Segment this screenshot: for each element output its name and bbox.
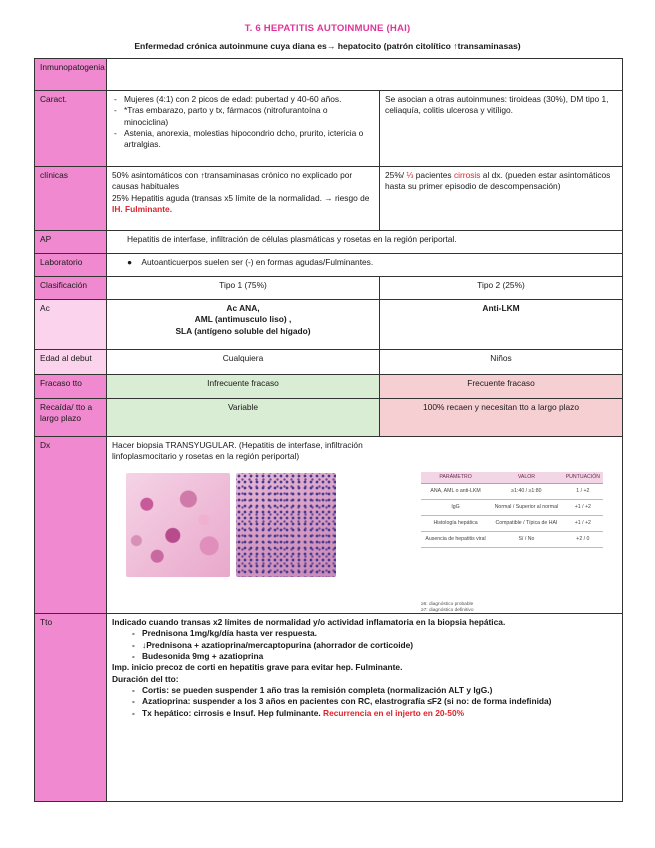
histology-image-interface-hepatitis [236, 473, 336, 577]
score-header: PUNTUACIÓN [563, 472, 603, 484]
label-clasificacion: Clasificación [35, 277, 107, 300]
clinicas-aguda: 25% Hepatitis aguda (transas x5 límite de la normalidad. → riesgo de IH. Fulminante. [112, 192, 370, 215]
cell-fracaso-tipo1: Infrecuente fracaso [107, 375, 380, 399]
label-fracaso: Fracaso tto [35, 375, 107, 399]
cell-tto [107, 614, 623, 802]
list-item: - Budesonida 9mg + azatioprina [130, 651, 617, 662]
table-row: IgG Normal / Superior al normal +1 / +2 [421, 500, 603, 516]
tto-list-duration [130, 685, 617, 719]
row-recaida [35, 399, 623, 437]
label-ap: AP [35, 231, 107, 254]
cirrosis-highlight: cirrosis [453, 170, 481, 180]
recurrencia-highlight: Recurrencia en el injerto en 20-50% [323, 707, 465, 718]
cell-laboratorio: ● Autoanticuerpos suelen ser (-) en formas agudas/Fulminantes. [107, 254, 623, 277]
list-item: - Prednisona 1mg/kg/día hasta ver respuesta. [130, 628, 617, 639]
label-laboratorio: Laboratorio [35, 254, 107, 277]
list-item: - Astenia, anorexia, molestias hipocondrio dcho, prurito, ictericia o artralgias. [112, 128, 374, 151]
table-row: Ausencia de hepatitis viral Sí / No +2 / 0 [421, 532, 603, 548]
list-item: - Mujeres (4:1) con 2 picos de edad: pubertad y 40-60 años. [112, 94, 374, 105]
label-tto: Tto [35, 614, 107, 802]
row-tto [35, 614, 623, 802]
label-ac: Ac [35, 300, 107, 350]
clinicas-asintomaticos: 50% asintomáticos con ↑transaminasas crónico no explicado por causas habituales [112, 170, 353, 192]
list-item: - Cortis: se pueden suspender 1 año tras la remisión completa (normalización ALT y IgG.) [130, 685, 617, 696]
row-edad [35, 350, 623, 375]
cell-clinicas-right: 25%/ ⅓ pacientes cirrosis al dx. (pueden estar asintomáticos hasta su primer episodio de descompensación) [380, 167, 623, 231]
cell-fracaso-tipo2: Frecuente fracaso [380, 375, 623, 399]
row-caract [35, 91, 623, 167]
summary-table [34, 58, 623, 802]
page-title: T. 6 HEPATITIS AUTOINMUNE (HAI) [244, 23, 411, 34]
table-row: ANA, AML o anti-LKM ≥1:40 / ≥1:80 1 / +2 [421, 484, 603, 500]
cell-recaida-tipo1: Variable [107, 399, 380, 437]
cell-edad-tipo1: Cualquiera [107, 350, 380, 375]
row-inmunopatogenia [35, 59, 623, 91]
score-notes: ≥6: diagnóstico probable ≥7: diagnóstico definitivo [421, 602, 474, 614]
cell-ac-tipo2: Anti-LKM [380, 300, 623, 350]
list-item: - *Tras embarazo, parto y tx, fármacos (nitrofurantoína o minociclina) [112, 105, 374, 128]
cell-tipo2: Tipo 2 (25%) [380, 277, 623, 300]
fulminante-highlight: IH. Fulminante. [112, 204, 173, 215]
label-edad: Edad al debut [35, 350, 107, 375]
row-clasificacion [35, 277, 623, 300]
row-clinicas [35, 167, 623, 231]
label-caract: Caract. [35, 91, 107, 167]
tto-imp: Imp. inicio precoz de corti en hepatitis grave para evitar hep. Fulminante. [112, 662, 403, 673]
page-subtitle: Enfermedad crónica autoinmune cuya diana es→ hepatocito (patrón citolítico ↑transaminasas) [134, 41, 521, 51]
label-recaida: Recaída/ tto a largo plazo [35, 399, 107, 437]
score-header: VALOR [490, 472, 563, 484]
cell-clinicas-left [107, 167, 380, 231]
row-laboratorio [35, 254, 623, 277]
cell-tipo1: Tipo 1 (75%) [107, 277, 380, 300]
cell-caract-right: Se asocian a otras autoinmunes: tiroideas (30%), DM tipo 1, celiaquía, colitis ulcerosa y vitíligo. [380, 91, 623, 167]
score-header: PARÁMETRO [421, 472, 490, 484]
bullet: ● [127, 257, 133, 267]
cell-recaida-tipo2: 100% recaen y necesitan tto a largo plazo [380, 399, 623, 437]
hai-score-table [421, 472, 603, 548]
cell-inmunopatogenia [107, 59, 623, 91]
list-item: - ↓Prednisona + azatioprina/mercaptopurina (ahorrador de corticoide) [130, 640, 617, 651]
list-item: - Tx hepático: cirrosis e Insuf. Hep fulminante. Recurrencia en el injerto en 20-50% [130, 708, 617, 719]
row-ap [35, 231, 623, 254]
histology-image-plasma-cells [126, 473, 230, 577]
tto-list-drugs [130, 628, 617, 662]
row-ac [35, 300, 623, 350]
dx-text: Hacer biopsia TRANSYUGULAR. (Hepatitis de interfase, infiltración linfoplasmocitario y rosetas en la región periportal) [112, 440, 363, 462]
label-inmunopatogenia: Inmunopatogenia [35, 59, 107, 91]
label-clinicas: clínicas [35, 167, 107, 231]
tto-intro: Indicado cuando transas x2 límites de normalidad y/o actividad inflamatoria en la biopsia hepática. [112, 617, 506, 627]
table-row: Histología hepática Compatible / Típica de HAI +1 / +2 [421, 516, 603, 532]
cell-caract-left [107, 91, 380, 167]
row-fracaso [35, 375, 623, 399]
cell-ap: Hepatitis de interfase, infiltración de células plasmáticas y rosetas en la región periportal. [107, 231, 623, 254]
tto-duracion: Duración del tto: [112, 673, 179, 684]
list-item: - Azatioprina: suspender a los 3 años en pacientes con RC, elastrografía ≤F2 (si no: de forma indefinida) [130, 696, 617, 707]
label-dx: Dx [35, 437, 107, 614]
cell-edad-tipo2: Niños [380, 350, 623, 375]
cell-ac-tipo1: Ac ANA, AML (antimusculo liso) , SLA (antígeno soluble del hígado) [107, 300, 380, 350]
